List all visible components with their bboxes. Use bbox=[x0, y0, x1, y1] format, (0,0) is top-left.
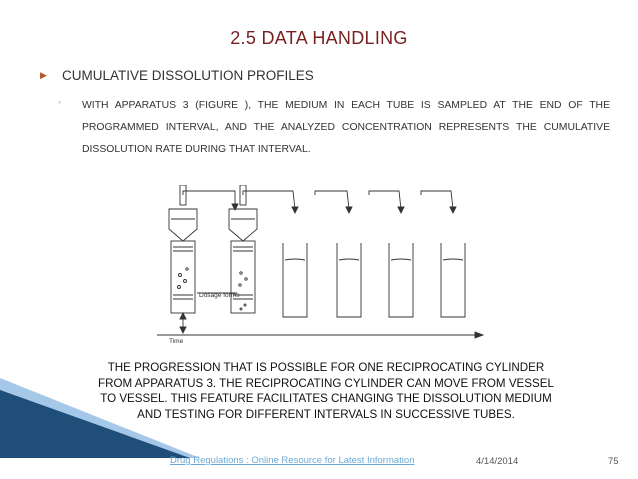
sub-bullet-item bbox=[58, 95, 610, 161]
apparatus-diagram bbox=[155, 185, 495, 345]
decorative-wedge bbox=[0, 378, 200, 458]
footer-date: 4/14/2014 bbox=[476, 456, 519, 467]
triangle-right-icon: ▶ bbox=[40, 70, 47, 80]
hollow-circle-icon: ◦ bbox=[58, 97, 62, 107]
apparatus-figure bbox=[155, 185, 495, 345]
bullet-item bbox=[40, 68, 314, 83]
bullet-text: CUMULATIVE DISSOLUTION PROFILES bbox=[62, 68, 314, 83]
page-number: 75 bbox=[608, 456, 619, 467]
time-axis-label: Time bbox=[169, 338, 184, 345]
footer-link[interactable]: Drug Regulations : Online Resource for Latest Information bbox=[170, 455, 415, 466]
slide-title: 2.5 DATA HANDLING bbox=[230, 28, 408, 48]
sub-bullet-text: WITH APPARATUS 3 (FIGURE ), THE MEDIUM IN EACH TUBE IS SAMPLED AT THE END OF THE PROGRAMMED INTERVAL, AND THE ANALYZED CONCENTRATION REPRESENTS THE CUMULATIVE DISSOLUTION RATE DURING THAT INTERVAL. bbox=[82, 100, 610, 155]
dosage-forms-label: Dosage forms bbox=[199, 292, 240, 299]
figure-caption: THE PROGRESSION THAT IS POSSIBLE FOR ONE RECIPROCATING CYLINDER FROM APPARATUS 3. THE RECIPROCATING CYLINDER CAN MOVE FROM VESSEL TO VESSEL. THIS FEATURE FACILITATES CHANGING THE DISSOLUTION MEDIUM AND TESTING FOR DIFFERENT INTERVALS IN SUCCESSIVE TUBES. bbox=[98, 361, 554, 421]
